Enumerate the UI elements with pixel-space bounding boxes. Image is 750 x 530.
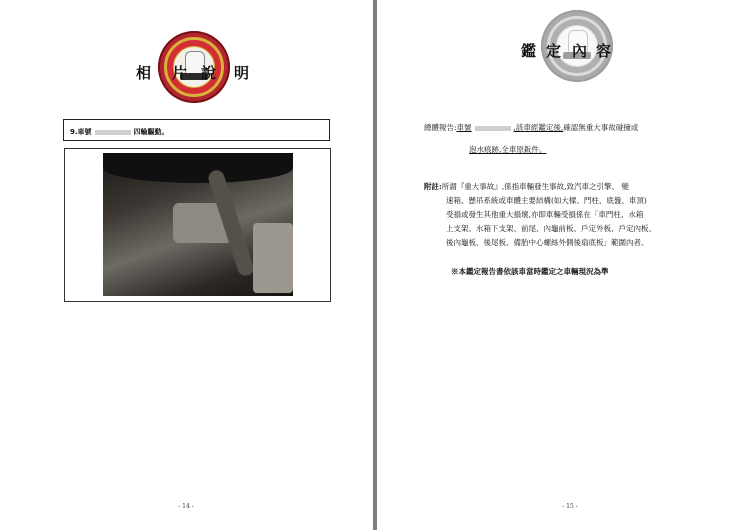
photo-caption [63, 119, 330, 141]
page-number: - 15 - [562, 503, 578, 510]
note-line: 上支架、水箱下支架、前尾、內龜前板、戶定外板、戶定內板、 [446, 224, 656, 233]
caption-suffix: 四輪驅動。 [133, 128, 169, 136]
page-14 [0, 0, 373, 530]
page-number: - 14 - [178, 503, 194, 510]
summary-line-2: 泡水痕跡,全車原鈑件。 [469, 145, 547, 154]
photo-frame [64, 148, 331, 302]
title-char: 鑑 [521, 42, 537, 60]
title-char: 片 [172, 64, 188, 82]
undercarriage-photo [103, 153, 293, 296]
summary-conclusion: 確認無重大事故碰撞或 [563, 123, 639, 132]
association-seal-logo [158, 31, 230, 103]
page-15 [377, 0, 750, 530]
summary-line-1 [424, 121, 638, 135]
note-line: 所謂『重大事故』,係指車輛發生事故,致汽車之引擎、 變 [441, 182, 629, 191]
note-label: 附註: [424, 182, 442, 191]
note-line: 受損或發生其他重大損壞,亦即車輛受損係在「車門柱、水箱 [446, 210, 644, 219]
summary-plate-text: 車號 ,該車經鑑定後, [456, 123, 564, 132]
title-char: 說 [201, 64, 217, 82]
title-char: 定 [546, 42, 562, 60]
report-remark: ※本鑑定報告書依該車當時鑑定之車輛現況為準 [451, 267, 609, 276]
title-char: 相 [136, 64, 152, 82]
blurred-plate [95, 130, 131, 135]
note-line: 速箱、懸吊系統或車體主要結構(如大樑、門柱、底盤、車頂) [446, 196, 647, 205]
title-char: 容 [596, 42, 612, 60]
note-block [424, 180, 629, 194]
summary-label: 總體報告: [424, 123, 457, 132]
note-line: 後內龜板、後尾板、備胎中心螺絲外側後扇底板」範圍內者。 [446, 238, 649, 247]
title-char: 明 [234, 64, 250, 82]
title-char: 內 [572, 42, 588, 60]
caption-prefix: 9.車號 [70, 128, 92, 136]
